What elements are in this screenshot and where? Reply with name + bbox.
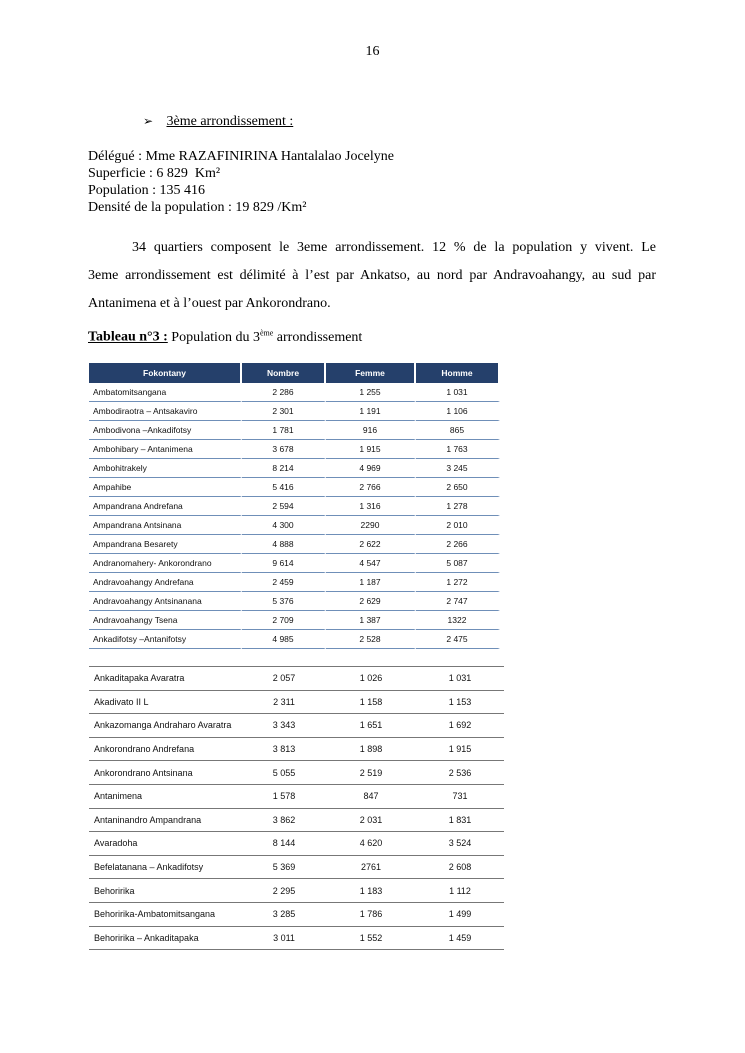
header-homme: Homme bbox=[416, 363, 500, 383]
table-row bbox=[89, 592, 500, 611]
section-heading-text: 3ème arrondissement : bbox=[166, 114, 294, 129]
cell-femme: 2 528 bbox=[326, 630, 416, 649]
cell-fokontany: Akadivato II L bbox=[89, 690, 242, 714]
cell-nombre: 3 343 bbox=[242, 713, 326, 737]
arrow-bullet-icon: ➢ bbox=[143, 114, 154, 128]
table-row bbox=[89, 516, 500, 535]
density-line: Densité de la population : 19 829 /Km² bbox=[88, 200, 307, 215]
cell-homme: 1 031 bbox=[416, 383, 500, 402]
table-row bbox=[89, 383, 500, 402]
cell-homme: 865 bbox=[416, 421, 500, 440]
table-row bbox=[89, 878, 504, 902]
cell-homme: 2 266 bbox=[416, 535, 500, 554]
cell-nombre: 8 214 bbox=[242, 459, 326, 478]
cell-homme: 1 153 bbox=[416, 690, 504, 714]
cell-fokontany: Antanimena bbox=[89, 784, 242, 808]
cell-fokontany: Ankorondrano Antsinana bbox=[89, 760, 242, 784]
cell-femme: 2 766 bbox=[326, 478, 416, 497]
cell-fokontany: Antaninandro Ampandrana bbox=[89, 808, 242, 832]
table-row bbox=[89, 855, 504, 879]
cell-homme: 3 245 bbox=[416, 459, 500, 478]
cell-fokontany: Behoririka-Ambatomitsangana bbox=[89, 902, 242, 926]
table-row bbox=[89, 611, 500, 630]
cell-femme: 1 387 bbox=[326, 611, 416, 630]
table-row bbox=[89, 808, 504, 832]
header-femme: Femme bbox=[326, 363, 416, 383]
delegate-line: Délégué : Mme RAZAFINIRINA Hantalalao Jocelyne bbox=[88, 149, 394, 164]
cell-femme: 1 786 bbox=[326, 902, 416, 926]
cell-nombre: 2 295 bbox=[242, 878, 326, 902]
cell-fokontany: Andravoahangy Antsinanana bbox=[89, 592, 242, 611]
cell-homme: 2 650 bbox=[416, 478, 500, 497]
cell-femme: 4 547 bbox=[326, 554, 416, 573]
cell-fokontany: Ampandrana Besarety bbox=[89, 535, 242, 554]
table-row bbox=[89, 554, 500, 573]
cell-homme: 2 536 bbox=[416, 760, 504, 784]
cell-nombre: 5 376 bbox=[242, 592, 326, 611]
paragraph-line: 34 quartiers composent le 3eme arrondissement. 12 % de la population y vivent. Le bbox=[132, 240, 656, 255]
cell-femme: 2 622 bbox=[326, 535, 416, 554]
table-row bbox=[89, 926, 504, 951]
table-row bbox=[89, 497, 500, 516]
cell-homme: 1 278 bbox=[416, 497, 500, 516]
cell-fokontany: Ambodiraotra – Antsakaviro bbox=[89, 402, 242, 421]
cell-femme: 2 519 bbox=[326, 760, 416, 784]
cell-homme: 2 475 bbox=[416, 630, 500, 649]
cell-fokontany: Avaradoha bbox=[89, 831, 242, 855]
cell-homme: 1 106 bbox=[416, 402, 500, 421]
table-row bbox=[89, 478, 500, 497]
table-row bbox=[89, 535, 500, 554]
cell-homme: 1 499 bbox=[416, 902, 504, 926]
cell-homme: 5 087 bbox=[416, 554, 500, 573]
population-table-top bbox=[89, 363, 500, 649]
cell-nombre: 2 311 bbox=[242, 690, 326, 714]
cell-fokontany: Ambohibary – Antanimena bbox=[89, 440, 242, 459]
cell-homme: 1 031 bbox=[416, 666, 504, 690]
caption-text-part: arrondissement bbox=[273, 329, 363, 345]
cell-fokontany: Ambatomitsangana bbox=[89, 383, 242, 402]
cell-femme: 2290 bbox=[326, 516, 416, 535]
population-table-bottom bbox=[89, 666, 504, 950]
caption-superscript: ème bbox=[259, 328, 274, 337]
table-row bbox=[89, 737, 504, 761]
cell-nombre: 4 985 bbox=[242, 630, 326, 649]
cell-homme: 1 692 bbox=[416, 713, 504, 737]
cell-femme: 2761 bbox=[326, 855, 416, 879]
header-fokontany: Fokontany bbox=[89, 363, 242, 383]
cell-fokontany: Andravoahangy Andrefana bbox=[89, 573, 242, 592]
cell-homme: 1 112 bbox=[416, 878, 504, 902]
cell-nombre: 2 286 bbox=[242, 383, 326, 402]
page-number: 16 bbox=[365, 44, 380, 59]
table-caption bbox=[88, 328, 362, 346]
cell-homme: 1 272 bbox=[416, 573, 500, 592]
cell-femme: 1 187 bbox=[326, 573, 416, 592]
table-row bbox=[89, 440, 500, 459]
cell-nombre: 4 888 bbox=[242, 535, 326, 554]
table-row bbox=[89, 713, 504, 737]
paragraph-line: Antanimena et à l’ouest par Ankorondrano. bbox=[88, 296, 331, 311]
cell-nombre: 3 285 bbox=[242, 902, 326, 926]
table-row bbox=[89, 421, 500, 440]
cell-homme: 731 bbox=[416, 784, 504, 808]
caption-label: Tableau n°3 : bbox=[88, 329, 168, 345]
district-info bbox=[88, 148, 394, 216]
cell-femme: 4 620 bbox=[326, 831, 416, 855]
cell-nombre: 2 459 bbox=[242, 573, 326, 592]
cell-nombre: 5 055 bbox=[242, 760, 326, 784]
population-line: Population : 135 416 bbox=[88, 183, 206, 198]
cell-fokontany: Ampahibe bbox=[89, 478, 242, 497]
area-line: Superficie : 6 829 Km² bbox=[88, 166, 221, 181]
cell-femme: 1 026 bbox=[326, 666, 416, 690]
table-row bbox=[89, 902, 504, 926]
cell-femme: 1 651 bbox=[326, 713, 416, 737]
table-row bbox=[89, 459, 500, 478]
table-row bbox=[89, 831, 504, 855]
cell-homme: 1 831 bbox=[416, 808, 504, 832]
cell-nombre: 3 011 bbox=[242, 926, 326, 951]
section-heading bbox=[143, 114, 293, 130]
cell-femme: 1 158 bbox=[326, 690, 416, 714]
cell-homme: 2 747 bbox=[416, 592, 500, 611]
cell-fokontany: Andravoahangy Tsena bbox=[89, 611, 242, 630]
cell-nombre: 2 301 bbox=[242, 402, 326, 421]
cell-nombre: 5 369 bbox=[242, 855, 326, 879]
cell-fokontany: Behoririka – Ankaditapaka bbox=[89, 926, 242, 951]
cell-femme: 4 969 bbox=[326, 459, 416, 478]
cell-femme: 1 915 bbox=[326, 440, 416, 459]
caption-text bbox=[168, 330, 363, 345]
cell-femme: 1 316 bbox=[326, 497, 416, 516]
cell-fokontany: Ambohitrakely bbox=[89, 459, 242, 478]
cell-nombre: 3 862 bbox=[242, 808, 326, 832]
cell-fokontany: Ankazomanga Andraharo Avaratra bbox=[89, 713, 242, 737]
cell-femme: 1 191 bbox=[326, 402, 416, 421]
cell-femme: 916 bbox=[326, 421, 416, 440]
description-paragraph bbox=[88, 234, 656, 318]
cell-femme: 2 031 bbox=[326, 808, 416, 832]
cell-nombre: 4 300 bbox=[242, 516, 326, 535]
cell-homme: 2 608 bbox=[416, 855, 504, 879]
cell-nombre: 1 578 bbox=[242, 784, 326, 808]
table-row bbox=[89, 690, 504, 714]
cell-femme: 1 183 bbox=[326, 878, 416, 902]
table-row bbox=[89, 573, 500, 592]
cell-nombre: 5 416 bbox=[242, 478, 326, 497]
cell-nombre: 3 678 bbox=[242, 440, 326, 459]
table-row bbox=[89, 402, 500, 421]
table-header-row bbox=[89, 363, 500, 383]
cell-fokontany: Befelatanana – Ankadifotsy bbox=[89, 855, 242, 879]
cell-homme: 3 524 bbox=[416, 831, 504, 855]
cell-femme: 1 255 bbox=[326, 383, 416, 402]
table-row bbox=[89, 784, 504, 808]
cell-nombre: 2 057 bbox=[242, 666, 326, 690]
cell-nombre: 8 144 bbox=[242, 831, 326, 855]
cell-fokontany: Ampandrana Andrefana bbox=[89, 497, 242, 516]
cell-homme: 1 915 bbox=[416, 737, 504, 761]
cell-homme: 1 459 bbox=[416, 926, 504, 951]
paragraph-line: 3eme arrondissement est délimité à l’est par Ankatso, au nord par Andravoahangy, au sud par bbox=[88, 268, 656, 283]
cell-nombre: 9 614 bbox=[242, 554, 326, 573]
cell-homme: 1 763 bbox=[416, 440, 500, 459]
cell-fokontany: Behoririka bbox=[89, 878, 242, 902]
table-row bbox=[89, 666, 504, 690]
cell-femme: 1 552 bbox=[326, 926, 416, 951]
cell-nombre: 1 781 bbox=[242, 421, 326, 440]
cell-nombre: 3 813 bbox=[242, 737, 326, 761]
cell-femme: 847 bbox=[326, 784, 416, 808]
cell-fokontany: Ambodivona –Ankadifotsy bbox=[89, 421, 242, 440]
cell-nombre: 2 709 bbox=[242, 611, 326, 630]
cell-homme: 2 010 bbox=[416, 516, 500, 535]
cell-femme: 2 629 bbox=[326, 592, 416, 611]
cell-femme: 1 898 bbox=[326, 737, 416, 761]
cell-homme: 1322 bbox=[416, 611, 500, 630]
caption-text-part: Population du 3 bbox=[167, 329, 260, 345]
cell-fokontany: Andranomahery- Ankorondrano bbox=[89, 554, 242, 573]
cell-fokontany: Ankorondrano Andrefana bbox=[89, 737, 242, 761]
cell-fokontany: Ankaditapaka Avaratra bbox=[89, 666, 242, 690]
cell-fokontany: Ampandrana Antsinana bbox=[89, 516, 242, 535]
table-row bbox=[89, 760, 504, 784]
cell-nombre: 2 594 bbox=[242, 497, 326, 516]
table-row bbox=[89, 630, 500, 649]
cell-fokontany: Ankadifotsy –Antanifotsy bbox=[89, 630, 242, 649]
header-nombre: Nombre bbox=[242, 363, 326, 383]
